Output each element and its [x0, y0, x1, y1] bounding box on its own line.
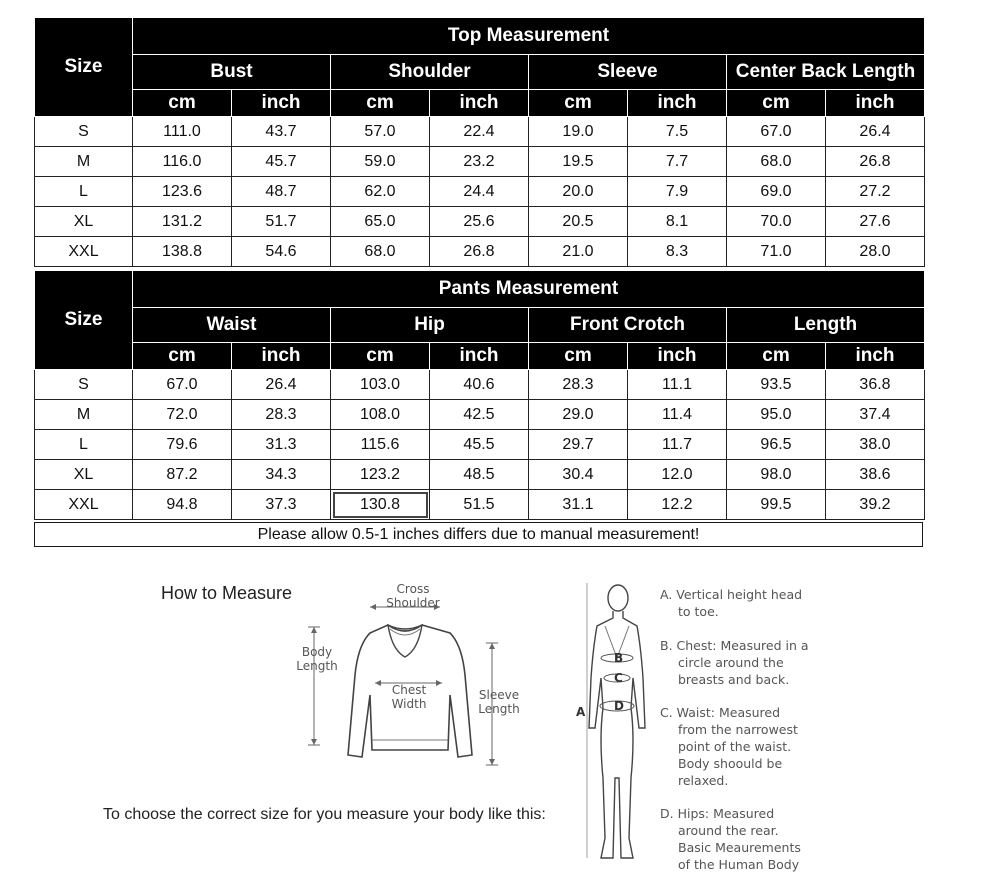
top-size-cell: S [35, 117, 133, 147]
pants-value-cell: 98.0 [727, 460, 826, 490]
top-value-cell: 116.0 [133, 147, 232, 177]
top-unit-inch: inch [628, 90, 727, 117]
pants-value-cell: 96.5 [727, 430, 826, 460]
top-size-cell: XXL [35, 237, 133, 267]
top-value-cell: 67.0 [727, 117, 826, 147]
pants-value-cell: 45.5 [430, 430, 529, 460]
pants-value-cell: 26.4 [232, 370, 331, 400]
pants-value-cell: 95.0 [727, 400, 826, 430]
top-value-cell: 26.4 [826, 117, 925, 147]
top-value-cell: 24.4 [430, 177, 529, 207]
pants-value-cell: 29.0 [529, 400, 628, 430]
pants-value-cell: 108.0 [331, 400, 430, 430]
pants-group-header: Front Crotch [529, 308, 727, 343]
pants-unit-cm: cm [133, 343, 232, 370]
pants-row [35, 460, 925, 490]
pants-value-cell: 115.6 [331, 430, 430, 460]
pants-size-cell: XL [35, 460, 133, 490]
top-value-cell: 123.6 [133, 177, 232, 207]
pants-unit-cm: cm [727, 343, 826, 370]
pants-title: Pants Measurement [133, 271, 925, 308]
top-value-cell: 28.0 [826, 237, 925, 267]
body-length-label: Body Length [296, 645, 338, 673]
top-value-cell: 111.0 [133, 117, 232, 147]
top-row [35, 177, 925, 207]
pants-value-cell: 39.2 [826, 490, 925, 520]
sleeve-length-label: Sleeve Length [478, 688, 520, 716]
top-value-cell: 62.0 [331, 177, 430, 207]
body-figure-diagram [575, 578, 655, 868]
pants-value-cell: 11.4 [628, 400, 727, 430]
top-value-cell: 54.6 [232, 237, 331, 267]
top-value-cell: 26.8 [826, 147, 925, 177]
top-value-cell: 51.7 [232, 207, 331, 237]
pants-value-cell: 42.5 [430, 400, 529, 430]
top-value-cell: 57.0 [331, 117, 430, 147]
top-value-cell: 7.7 [628, 147, 727, 177]
pants-size-cell: M [35, 400, 133, 430]
legend-a: A. Vertical height head to toe. [660, 587, 803, 619]
pants-value-cell: 28.3 [232, 400, 331, 430]
pants-value-cell: 87.2 [133, 460, 232, 490]
top-row [35, 207, 925, 237]
top-value-cell: 26.8 [430, 237, 529, 267]
top-value-cell: 68.0 [727, 147, 826, 177]
pants-value-cell: 79.6 [133, 430, 232, 460]
pants-value-cell: 30.4 [529, 460, 628, 490]
top-unit-cm: cm [133, 90, 232, 117]
pants-group-header: Waist [133, 308, 331, 343]
top-value-cell: 20.0 [529, 177, 628, 207]
pants-value-cell: 93.5 [727, 370, 826, 400]
top-unit-cm: cm [529, 90, 628, 117]
top-value-cell: 131.2 [133, 207, 232, 237]
top-size-cell: M [35, 147, 133, 177]
pants-value-cell: 31.3 [232, 430, 331, 460]
top-group-header: Sleeve [529, 55, 727, 90]
top-value-cell: 27.2 [826, 177, 925, 207]
pants-value-cell: 94.8 [133, 490, 232, 520]
top-group-header: Bust [133, 55, 331, 90]
top-value-cell: 65.0 [331, 207, 430, 237]
legend-b: B. Chest: Measured in a circle around the breasts and back. [660, 638, 809, 687]
pants-value-cell: 130.8 [331, 490, 430, 520]
top-unit-inch: inch [232, 90, 331, 117]
top-value-cell: 70.0 [727, 207, 826, 237]
pants-value-cell: 12.0 [628, 460, 727, 490]
top-unit-cm: cm [331, 90, 430, 117]
pants-value-cell: 48.5 [430, 460, 529, 490]
pants-unit-inch: inch [430, 343, 529, 370]
top-size-header: Size [35, 18, 133, 117]
top-size-cell: L [35, 177, 133, 207]
measurement-note: Please allow 0.5-1 inches differs due to manual measurement! [34, 522, 923, 547]
top-title: Top Measurement [133, 18, 925, 55]
top-value-cell: 7.9 [628, 177, 727, 207]
letter-b: B [614, 651, 624, 665]
pants-unit-inch: inch [232, 343, 331, 370]
top-value-cell: 20.5 [529, 207, 628, 237]
top-value-cell: 45.7 [232, 147, 331, 177]
top-value-cell: 27.6 [826, 207, 925, 237]
pants-size-cell: L [35, 430, 133, 460]
how-to-measure-title: How to Measure [161, 583, 293, 603]
pants-row [35, 370, 925, 400]
top-value-cell: 8.1 [628, 207, 727, 237]
pants-unit-cm: cm [331, 343, 430, 370]
top-row [35, 147, 925, 177]
top-value-cell: 71.0 [727, 237, 826, 267]
choose-size-instruction: To choose the correct size for you measure your body like this: [103, 806, 546, 823]
pants-value-cell: 36.8 [826, 370, 925, 400]
pants-group-header: Hip [331, 308, 529, 343]
pants-row [35, 490, 925, 520]
pants-row [35, 430, 925, 460]
pants-row [35, 400, 925, 430]
top-value-cell: 21.0 [529, 237, 628, 267]
top-value-cell: 8.3 [628, 237, 727, 267]
top-value-cell: 69.0 [727, 177, 826, 207]
pants-value-cell: 34.3 [232, 460, 331, 490]
top-unit-inch: inch [826, 90, 925, 117]
pants-unit-inch: inch [628, 343, 727, 370]
pants-value-cell: 38.0 [826, 430, 925, 460]
pants-value-cell: 28.3 [529, 370, 628, 400]
top-row [35, 237, 925, 267]
top-group-header: Center Back Length [727, 55, 925, 90]
top-measurement-table [34, 17, 925, 267]
legend-c: C. Waist: Measured from the narrowest point of the waist. Body shoould be relaxed. [660, 705, 798, 788]
pants-value-cell: 11.1 [628, 370, 727, 400]
pants-value-cell: 38.6 [826, 460, 925, 490]
top-unit-cm: cm [727, 90, 826, 117]
pants-size-cell: XXL [35, 490, 133, 520]
pants-value-cell: 51.5 [430, 490, 529, 520]
cross-shoulder-label: Cross Shoulder [386, 582, 440, 610]
top-value-cell: 25.6 [430, 207, 529, 237]
pants-value-cell: 123.2 [331, 460, 430, 490]
pants-value-cell: 37.3 [232, 490, 331, 520]
chest-width-label: Chest Width [391, 683, 427, 711]
letter-d: D [614, 699, 624, 713]
top-value-cell: 59.0 [331, 147, 430, 177]
pants-value-cell: 67.0 [133, 370, 232, 400]
top-unit-inch: inch [430, 90, 529, 117]
pants-value-cell: 31.1 [529, 490, 628, 520]
top-value-cell: 138.8 [133, 237, 232, 267]
legend-d: D. Hips: Measured around the rear. Basic Meaurements of the Human Body [660, 806, 801, 872]
pants-value-cell: 40.6 [430, 370, 529, 400]
top-value-cell: 19.5 [529, 147, 628, 177]
top-value-cell: 48.7 [232, 177, 331, 207]
top-size-cell: XL [35, 207, 133, 237]
top-value-cell: 19.0 [529, 117, 628, 147]
pants-value-cell: 103.0 [331, 370, 430, 400]
pants-value-cell: 29.7 [529, 430, 628, 460]
pants-value-cell: 99.5 [727, 490, 826, 520]
top-value-cell: 7.5 [628, 117, 727, 147]
pants-value-cell: 37.4 [826, 400, 925, 430]
letter-a: A [576, 705, 586, 719]
top-value-cell: 68.0 [331, 237, 430, 267]
pants-size-cell: S [35, 370, 133, 400]
pants-value-cell: 72.0 [133, 400, 232, 430]
letter-c: C [614, 671, 623, 685]
top-row [35, 117, 925, 147]
pants-measurement-table [34, 270, 925, 520]
pants-unit-cm: cm [529, 343, 628, 370]
top-value-cell: 23.2 [430, 147, 529, 177]
pants-value-cell: 11.7 [628, 430, 727, 460]
pants-unit-inch: inch [826, 343, 925, 370]
top-value-cell: 22.4 [430, 117, 529, 147]
pants-group-header: Length [727, 308, 925, 343]
pants-size-header: Size [35, 271, 133, 370]
top-group-header: Shoulder [331, 55, 529, 90]
pants-value-cell: 12.2 [628, 490, 727, 520]
top-value-cell: 43.7 [232, 117, 331, 147]
